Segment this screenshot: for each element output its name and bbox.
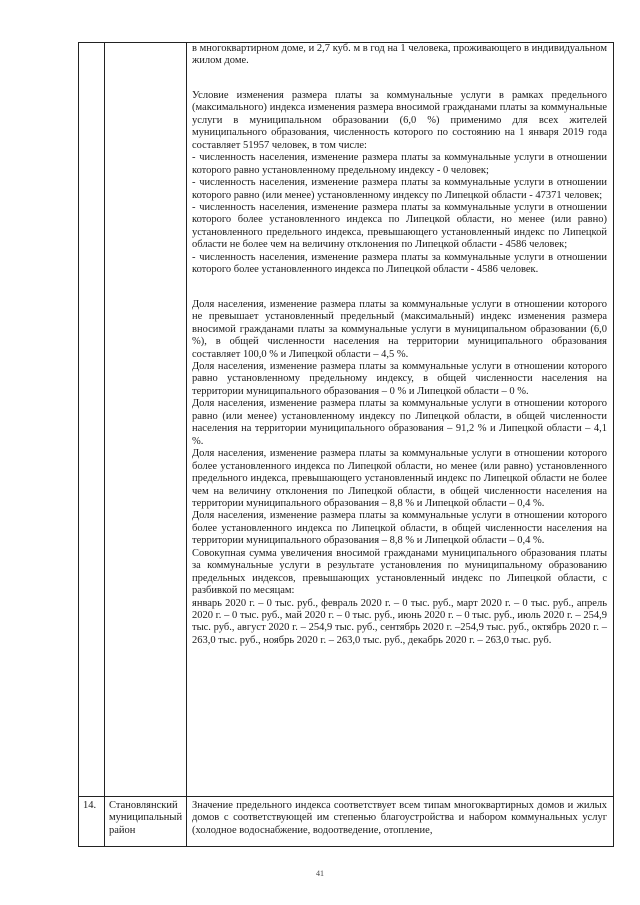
municipal-index-table [78,42,614,847]
sum-paragraph: Совокупная сумма увеличения вносимой гражданами муниципального образования платы за коммунальные услуги в результате установления по муниципальному образованию предельных индексов, превышающих установленный индекс по Липецкой области, с разбивкой по месяцам: [192,547,607,597]
row-number: 14. [83,800,97,811]
district-cell [105,43,187,797]
condition-item: - численность населения, изменение размера платы за коммунальные услуги в отношении которого более установленного индекса по Липецкой области, но менее (или равно) установленного предельного индекса, превышающего установленный индекс по Липецкой области не более чем на величину отклонения по Липецкой области - 4586 человек; [192,201,607,251]
page-number: 41 [316,869,324,878]
share-paragraph: Доля населения, изменение размера платы за коммунальные услуги в отношении которого равно (или менее) установленному индексу по Липецкой области, в общей численности населения на территории муниципального образования – 91,2 % и Липецкой области – 4,1 %. [192,398,607,447]
district-name: Становлянский муниципальный район [109,800,183,836]
row-number-cell [79,43,105,797]
monthly-breakdown: январь 2020 г. – 0 тыс. руб., февраль 2020 г. – 0 тыс. руб., март 2020 г. – 0 тыс. руб., апрель 2020 г. – 0 тыс. руб., май 2020 г. – 0 тыс. руб., июнь 2020 г. – 0 тыс. руб., июль 2020 г. – 254,9 тыс. руб., август 2020 г. – 254,9 тыс. руб., сентябрь 2020 г. –254,9 тыс. руб., октябрь 2020 г. – 263,0 тыс. руб., ноябрь 2020 г. – 263,0 тыс. руб., декабрь 2020 г. – 263,0 тыс. руб. [192,597,607,646]
row14-text: Значение предельного индекса соответствует всем типам многоквартирных домов и жилых домов с соответствующей им степенью благоустройства и набором коммунальных услуг (холодное водоснабжение, водоотведение, отопление, [192,800,607,836]
district-cell [105,797,187,847]
table-row [79,43,614,797]
condition-paragraph: Условие изменения размера платы за коммунальные услуги в рамках предельного (максимального) индекса изменения размера вносимой гражданами платы за коммунальные услуги в муниципальном образовании (6,0 %) применимо для всех жителей муниципального образования, численность которого по состоянию на 1 января 2019 года составляет 51957 человек, в том числе: [192,89,607,151]
share-paragraph: Доля населения, изменение размера платы за коммунальные услуги в отношении которого более установленного индекса по Липецкой области, в общей численности населения на территории муниципального образования – 8,8 % и Липецкой области – 0,4 %. [192,510,607,547]
description-cell [187,797,614,847]
condition-item: - численность населения, изменение размера платы за коммунальные услуги в отношении которого равно установленному предельному индексу - 0 человек; [192,152,607,176]
condition-item: - численность населения, изменение размера платы за коммунальные услуги в отношении которого более установленного индекса по Липецкой области - 4586 человек. [192,251,607,276]
share-paragraph: Доля населения, изменение размера платы за коммунальные услуги в отношении которого равно установленному предельному индексу, в общей численности населения на территории муниципального образования – 0 % и Липецкой области – 0 %. [192,360,607,397]
description-cell [187,43,614,797]
share-paragraph: Доля населения, изменение размера платы за коммунальные услуги в отношении которого более установленного индекса по Липецкой области, но менее (или равно) установленного предельного индекса, превышающего установленный индекс по Липецкой области не более чем на величину отклонения по Липецкой области, в общей численности населения на территории муниципального образования – 8,8 % и Липецкой области – 0,4 %. [192,448,607,509]
table-row [79,797,614,847]
row-number-cell [79,797,105,847]
condition-item: - численность населения, изменение размера платы за коммунальные услуги в отношении которого равно (или менее) установленному индексу по Липецкой области - 47371 человек; [192,177,607,201]
description-text [187,43,613,647]
share-paragraph: Доля населения, изменение размера платы за коммунальные услуги в отношении которого не превышает установленный предельный (максимальный) индекс изменения размера вносимой гражданами платы за коммунальные услуги в муниципальном образовании (6,0 %), в общей численности населения на территории муниципального образования составляет 100,0 % и Липецкой области – 4,5 %. [192,298,607,360]
continuation-paragraph: в многоквартирном доме, и 2,7 куб. м в год на 1 человека, проживающего в индивидуальном жилом доме. [192,43,607,67]
